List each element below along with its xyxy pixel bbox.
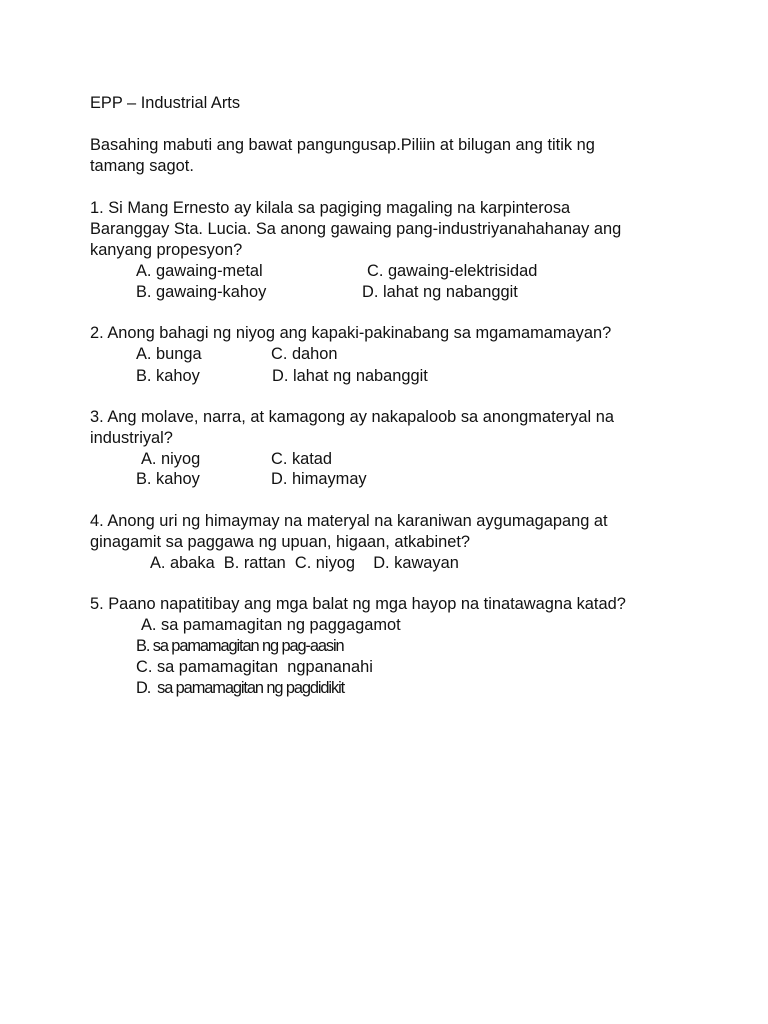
question-5-option-a: A. sa pamamagitan ng paggagamot [141, 616, 401, 634]
question-2-line-1: 2. Anong bahagi ng niyog ang kapaki-pakinabang sa mgamamamayan? [90, 324, 612, 342]
question-2-option-a: A. bunga [136, 345, 202, 363]
question-5-option-c: C. sa pamamagitan ngpananahi [136, 658, 373, 676]
instructions-line-2: tamang sagot. [90, 157, 194, 175]
question-3-line-2: industriyal? [90, 429, 173, 447]
question-3-option-d: D. himaymay [271, 470, 367, 488]
question-1-option-d: D. lahat ng nabanggit [362, 283, 518, 301]
question-3-option-b: B. kahoy [136, 470, 200, 488]
question-4-line-1: 4. Anong uri ng himaymay na materyal na karaniwan aygumagapang at [90, 512, 608, 530]
question-2-option-d: D. lahat ng nabanggit [272, 367, 428, 385]
question-3-line-1: 3. Ang molave, narra, at kamagong ay nakapaloob sa anongmateryal na [90, 408, 614, 426]
question-1-line-1: 1. Si Mang Ernesto ay kilala sa pagiging magaling na karpinterosa [90, 199, 571, 217]
question-1-line-2: Baranggay Sta. Lucia. Sa anong gawaing pang-industriyanahahanay ang [90, 220, 622, 238]
question-1-option-b: B. gawaing-kahoy [136, 283, 267, 301]
question-1-option-a: A. gawaing-metal [136, 262, 263, 280]
question-3-option-a: A. niyog [141, 450, 201, 468]
question-2-option-b: B. kahoy [136, 367, 200, 385]
document-title: EPP – Industrial Arts [90, 94, 241, 112]
question-5-option-b: B. sa pamamagitan ng pag-aasin [136, 637, 344, 655]
question-1-option-c: C. gawaing-elektrisidad [367, 262, 538, 280]
question-3-option-c: C. katad [271, 450, 333, 468]
question-4-options: A. abaka B. rattan C. niyog D. kawayan [150, 554, 459, 572]
question-2-option-c: C. dahon [271, 345, 338, 363]
instructions-line-1: Basahing mabuti ang bawat pangungusap.Piliin at bilugan ang titik ng [90, 136, 595, 154]
question-5-option-d: D. sa pamamagitan ng pagdidikit [136, 679, 345, 697]
question-4-line-2: ginagamit sa paggawa ng upuan, higaan, atkabinet? [90, 533, 471, 551]
question-1-line-3: kanyang propesyon? [90, 241, 243, 259]
question-5-line-1: 5. Paano napatitibay ang mga balat ng mga hayop na tinatawagna katad? [90, 595, 626, 613]
